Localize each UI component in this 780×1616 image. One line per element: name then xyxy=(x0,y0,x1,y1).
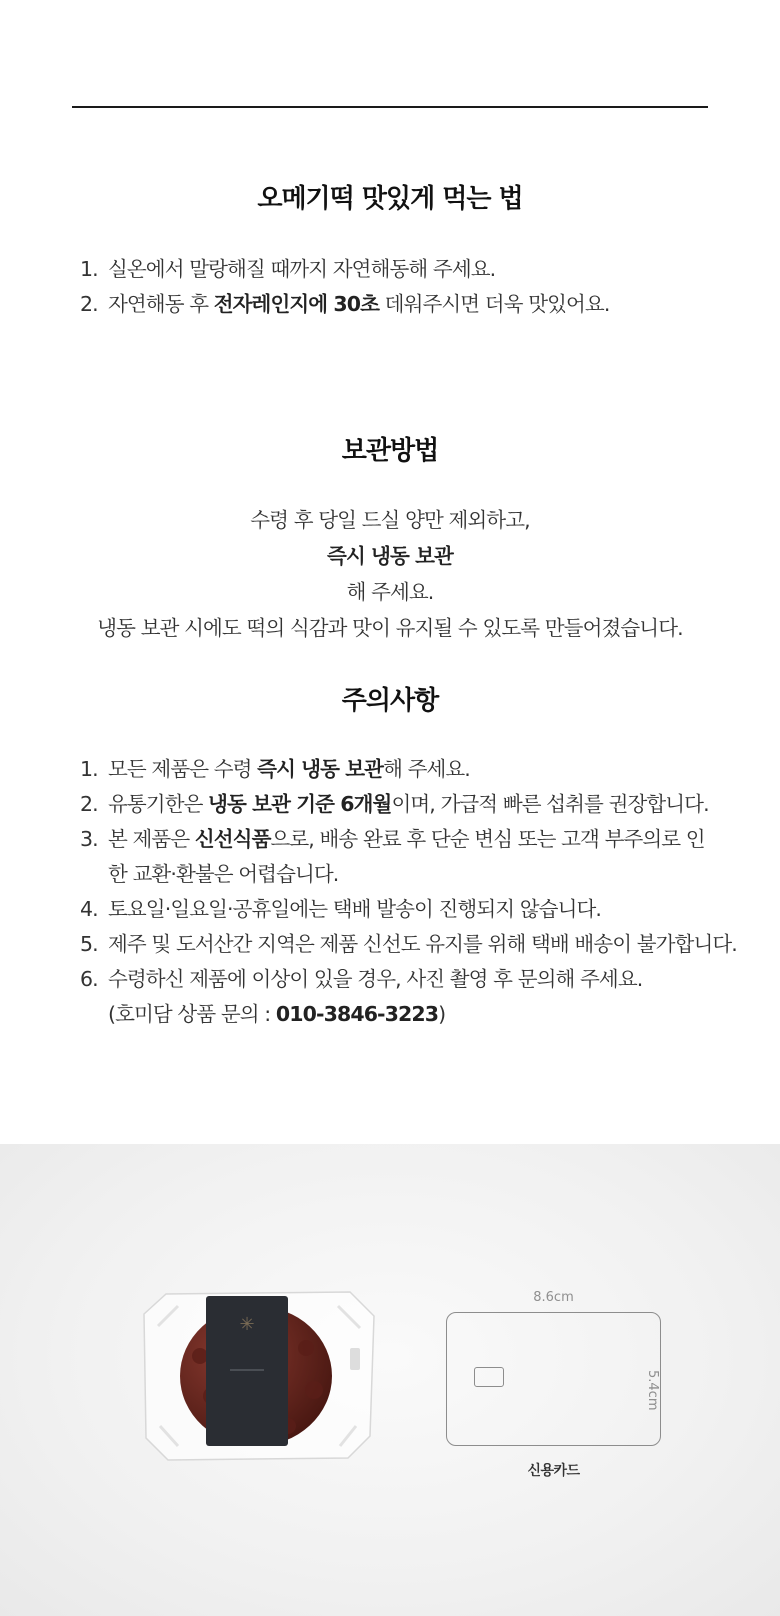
caution-title: 주의사항 xyxy=(341,686,439,716)
item-text: 수령하신 제품에 이상이 있을 경우, 사진 촬영 후 문의해 주세요. xyxy=(108,967,643,991)
size-comparison-photo xyxy=(0,1144,780,1616)
item-number: 6. xyxy=(80,967,98,991)
item-text-pre: 유통기한은 xyxy=(108,792,209,816)
item-text-line-2: 한 교환·환불은 어렵습니다. xyxy=(108,862,339,886)
caution-list xyxy=(80,752,737,1032)
storage-title: 보관방법 xyxy=(341,436,439,466)
item-text-post: 데워주시면 더욱 맛있어요. xyxy=(379,292,610,316)
list-item xyxy=(80,892,720,927)
item-text: 실온에서 말랑해질 때까지 자연해동해 주세요. xyxy=(108,257,496,281)
list-item xyxy=(80,822,720,892)
card-width-label: 8.6cm xyxy=(533,1290,574,1305)
item-text-post: 으로, 배송 완료 후 단순 변심 또는 고객 부주의로 인 xyxy=(270,827,705,851)
storage-line-1 xyxy=(0,502,780,610)
contact-close: ) xyxy=(438,1002,446,1026)
list-item xyxy=(80,787,720,822)
item-text-post: 이며, 가급적 빠른 섭취를 권장합니다. xyxy=(391,792,709,816)
item-number: 4. xyxy=(80,897,98,921)
list-item xyxy=(80,252,720,287)
item-text: 토요일·일요일·공휴일에는 택배 발송이 진행되지 않습니다. xyxy=(108,897,601,921)
item-number: 1. xyxy=(80,257,98,281)
item-text-bold: 신선식품 xyxy=(194,827,271,851)
item-number: 1. xyxy=(80,757,98,781)
item-text-bold: 전자레인지에 30초 xyxy=(213,292,380,316)
howto-title: 오메기떡 맛있게 먹는 법 xyxy=(257,184,523,214)
item-text-pre: 자연해동 후 xyxy=(108,292,214,316)
howto-list xyxy=(80,252,720,322)
item-text-bold: 즉시 냉동 보관 xyxy=(257,757,384,781)
storage-line-1-bold: 즉시 냉동 보관 xyxy=(327,544,453,568)
storage-text xyxy=(0,502,780,646)
item-text xyxy=(108,287,720,322)
item-text-pre: 모든 제품은 수령 xyxy=(108,757,258,781)
credit-card-outline xyxy=(446,1312,661,1446)
rice-cake-package xyxy=(138,1286,378,1464)
item-number: 5. xyxy=(80,932,98,956)
storage-line-2: 냉동 보관 시에도 떡의 식감과 맛이 유지될 수 있도록 만들어졌습니다. xyxy=(97,616,683,640)
credit-card-label: 신용카드 xyxy=(527,1463,580,1479)
item-text-post: 해 주세요. xyxy=(383,757,470,781)
list-item xyxy=(80,962,720,1032)
card-chip-icon xyxy=(474,1367,504,1387)
item-text: 제주 및 도서산간 지역은 제품 신선도 유지를 위해 택배 배송이 불가합니다. xyxy=(108,932,737,956)
list-item xyxy=(80,287,720,322)
storage-line-1-post: 해 주세요. xyxy=(346,580,434,604)
contact-phone: 010-3846-3223 xyxy=(275,1002,439,1026)
item-text-bold: 냉동 보관 기준 6개월 xyxy=(208,792,392,816)
item-text-line-2 xyxy=(108,997,720,1032)
item-text xyxy=(108,822,720,857)
storage-line-1-pre: 수령 후 당일 드실 양만 제외하고, xyxy=(250,508,530,532)
item-text-pre: 본 제품은 xyxy=(108,827,195,851)
card-height-label: 5.4cm xyxy=(645,1370,660,1411)
item-number: 2. xyxy=(80,292,98,316)
list-item xyxy=(80,927,737,962)
item-text xyxy=(108,752,720,787)
contact-label: (호미담 상품 문의 : xyxy=(108,1002,276,1026)
list-item xyxy=(80,752,720,787)
item-number: 2. xyxy=(80,792,98,816)
item-number: 3. xyxy=(80,827,98,851)
svg-text:✳: ✳ xyxy=(239,1314,255,1335)
item-text xyxy=(108,787,720,822)
top-divider xyxy=(72,106,708,108)
